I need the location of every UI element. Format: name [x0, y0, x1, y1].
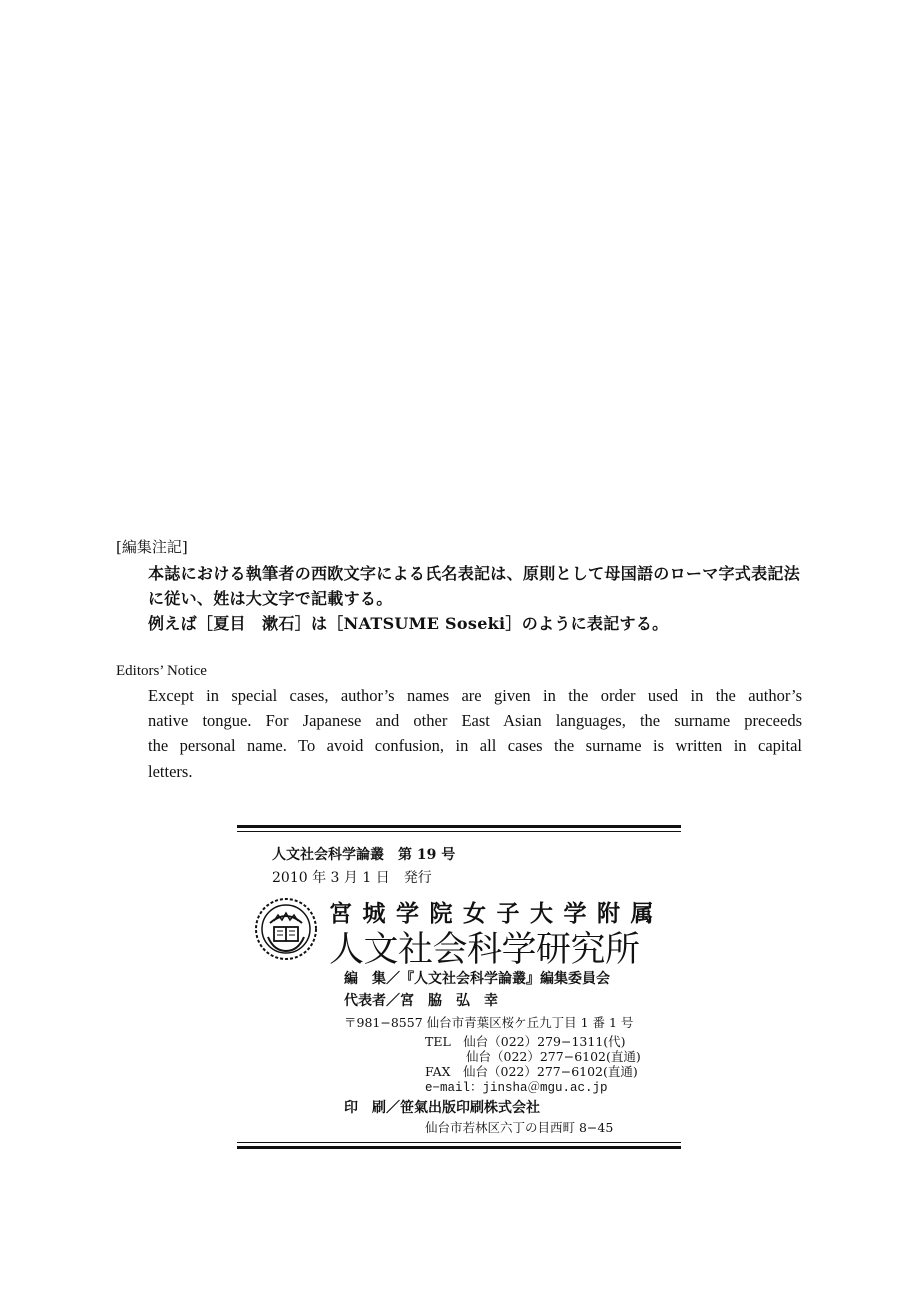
colophon-top-rule-thin: [237, 831, 681, 832]
notice-jp-line-1: 本誌における執筆者の西欧文字による氏名表記は、原則として母国語のローマ字式表記法: [148, 564, 801, 583]
issue-date: 2010 年 3 月 1 日 発行: [272, 870, 432, 886]
tel-line-1: TEL 仙台（022）279−1311(代): [425, 1034, 626, 1049]
email-line: e−mail：jinsha＠mgu.ac.jp: [425, 1081, 608, 1095]
notice-en-line-4: letters.: [148, 762, 193, 781]
notice-en-line-2: native tongue. For Japanese and other East Asian languages, the surname preceeds: [148, 711, 802, 730]
institution-name-line-2: 人文社会科学研究所: [329, 930, 640, 970]
colophon-bottom-rule-thick: [237, 1146, 681, 1149]
notice-jp-line-2: に従い、姓は大文字で記載する。: [148, 589, 393, 608]
notice-en-line-3: the personal name. To avoid confusion, in all cases the surname is written in capital: [148, 736, 802, 755]
notice-en-heading: Editors’ Notice: [116, 663, 207, 679]
printer-address-line: 仙台市若林区六丁の目西町 8−45: [425, 1120, 614, 1135]
tel-line-2: 仙台（022）277−6102(直通): [466, 1049, 641, 1064]
representative-line: 代表者／宮 脇 弘 幸: [344, 993, 498, 1009]
colophon-top-rule-thick: [237, 825, 681, 828]
address-line: 〒981−8557 仙台市青葉区桜ケ丘九丁目 1 番 1 号: [344, 1015, 634, 1030]
university-emblem: [254, 897, 318, 961]
colophon-bottom-rule-thin: [237, 1142, 681, 1143]
printer-line: 印 刷／笹氣出版印刷株式会社: [344, 1100, 540, 1116]
institution-name-line-1: 宮城学院女子大学附属: [329, 901, 664, 927]
fax-line: FAX 仙台（022）277−6102(直通): [425, 1064, 638, 1079]
editor-line: 編 集／『人文社会科学論叢』編集委員会: [344, 971, 610, 987]
notice-en-line-1: Except in special cases, author’s names are given in the order used in the author’s: [148, 686, 802, 705]
notice-jp-line-3: 例えば［夏目 漱石］は［NATSUME Soseki］のように表記する。: [148, 614, 669, 633]
notice-jp-heading: [編集注記]: [116, 538, 188, 556]
journal-title: 人文社会科学論叢 第 19 号: [272, 847, 456, 863]
emblem-icon: [254, 897, 318, 961]
